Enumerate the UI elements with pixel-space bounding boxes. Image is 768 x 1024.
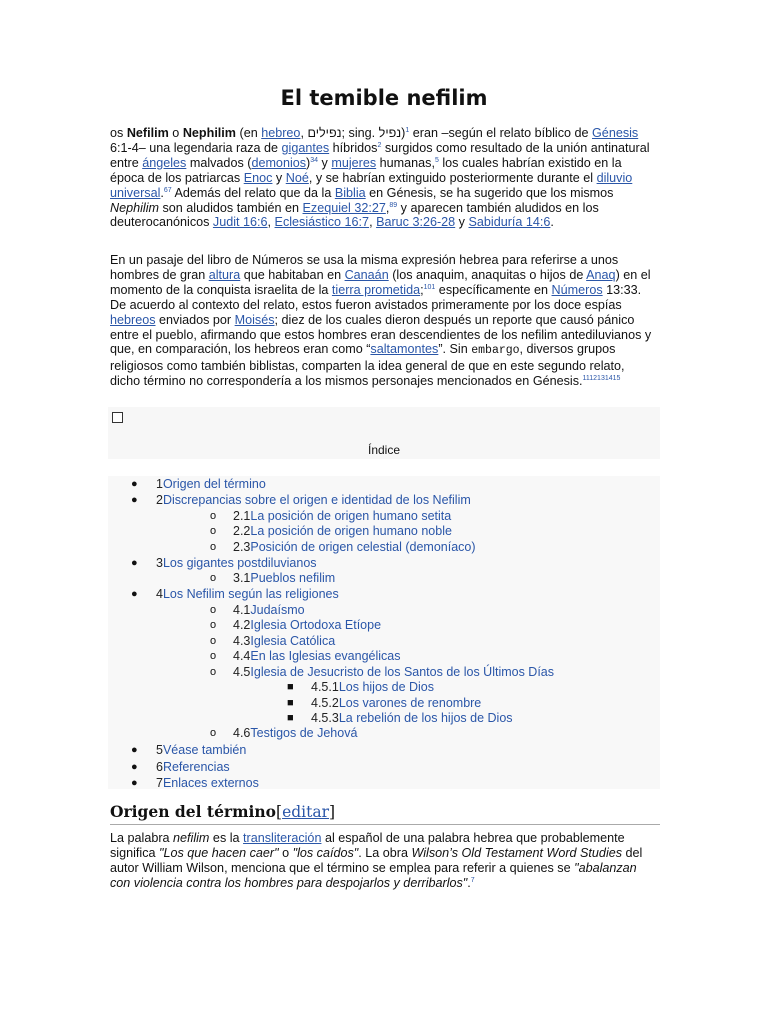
bullet-circle-icon: o (210, 572, 217, 584)
bullet-square-icon: ■ (287, 681, 294, 693)
link-sabiduria[interactable]: Sabiduría 14:6 (468, 215, 551, 230)
toc-item[interactable]: 2.3Posición de origen celestial (demoníaco) (233, 540, 476, 554)
origen-paragraph: La palabra nefilim es la transliteración al español de una palabra hebrea que probablemente significa "Los que hacen caer" o "los caídos". La obra Wilson’s Old Testament Word Studies del autor William Wilson, menciona que el término se emplea para referir a quienes se "abalanzan con violencia contra los hombres para despojarlos y derribarlos".$^7$ (110, 831, 643, 890)
bullet-circle-icon: o (210, 604, 217, 616)
bullet-dot-icon: ● (131, 777, 138, 789)
link-canaan[interactable]: Canaán (344, 267, 389, 282)
bullet-square-icon: ■ (287, 712, 294, 724)
page-title: El temible nefilim (280, 86, 488, 110)
footnote-ref[interactable]: 2 (377, 141, 382, 149)
link-diluvio[interactable]: diluvio universal (110, 170, 633, 200)
link-hebreos[interactable]: hebreos (110, 312, 156, 327)
bullet-dot-icon: ● (131, 744, 138, 756)
toc-item[interactable]: 4.5Iglesia de Jesucristo de los Santos de los Últimos Días (233, 665, 555, 679)
toc-item[interactable]: 2.2La posición de origen humano noble (233, 524, 452, 538)
bullet-circle-icon: o (210, 650, 217, 662)
section-heading: Origen del término[editar] (110, 802, 336, 821)
toc-item[interactable]: 7Enlaces externos (156, 776, 259, 790)
toc-item[interactable]: 3.1Pueblos nefilim (233, 571, 336, 585)
link-enoc[interactable]: Enoc (243, 170, 273, 185)
toc-item[interactable]: 4.4En las Iglesias evangélicas (233, 649, 401, 663)
bullet-dot-icon: ● (131, 494, 138, 506)
bullet-circle-icon: o (210, 510, 217, 522)
intro-paragraph: os Nefilim o Nephilim (en hebreo, נפילים; sing. נפיל)$^1$ eran –según el relato bíblico de Génesis 6:1-4– una legendaria raza de gigantes híbridos$^2$ surgidos como resultado de la unión antinatural entre ángeles malvados (demonios)$^{34}$ y mujeres humanas,$^5$ los cuales habrían existido en la época de los patriarcas Enoc y Noé, y se habrían extinguido posteriormente durante el diluvio universal.$^{67}$ Además del relato que da la Biblia en Génesis, se ha sugerido que los mismos Nephilim son aludidos también en Ezequiel 32:27,89 y aparecen también aludidos en los deuterocanónicos Judit 16:6, Eclesiástico 16:7, Baruc 3:26-28 y Sabiduría 14:6. (110, 126, 650, 230)
toc-item[interactable]: 2.1La posición de origen humano setita (233, 509, 452, 523)
toc-item[interactable]: 4.5.1Los hijos de Dios (311, 680, 435, 694)
footnote-ref[interactable]: 5 (434, 156, 439, 164)
bullet-circle-icon: o (210, 666, 217, 678)
bullet-circle-icon: o (210, 727, 217, 739)
bullet-dot-icon: ● (131, 588, 138, 600)
link-altura[interactable]: altura (208, 267, 241, 282)
link-noe[interactable]: Noé (285, 170, 309, 185)
bullet-dot-icon: ● (131, 478, 138, 490)
toc-item[interactable]: 4.6Testigos de Jehová (233, 726, 358, 740)
link-biblia[interactable]: Biblia (334, 185, 366, 200)
footnote-ref[interactable]: 67 (163, 186, 172, 194)
footnote-ref[interactable]: 1112131415 (582, 375, 621, 383)
link-tierra-prometida[interactable]: tierra prometida (331, 282, 421, 297)
toc-toggle-checkbox[interactable] (112, 412, 123, 423)
bullet-circle-icon: o (210, 619, 217, 631)
link-baruc[interactable]: Baruc 3:26-28 (376, 215, 456, 230)
toc-item[interactable]: 1Origen del término (156, 477, 266, 491)
link-hebreo[interactable]: hebreo (261, 126, 301, 140)
bullet-square-icon: ■ (287, 697, 294, 709)
toc-item[interactable]: 5Véase también (156, 743, 247, 757)
toc-item[interactable]: 4.5.3La rebelión de los hijos de Dios (311, 711, 513, 725)
footnote-ref[interactable]: 7 (470, 876, 475, 884)
numeros-paragraph: En un pasaje del libro de Números se usa la misma expresión hebrea para referirse a unos hombres de gran altura que habitaban en Canaán (los anaquim, anaquitas o hijos de Anaq) en el momento de la conquista israelita de la tierra prometida;$^{101}$ específicamente en Números 13:33. De acuerdo al contexto del relato, estos fueron avistados primeramente por los doce espías hebreos enviados por Moisés; diez de los cuales dieron después un reporte que causó pánico entre el pueblo, afirmando que estos hombres eran descendientes de los nefilim antediluvianos y que, en comparación, los hebreos eran como “saltamontes”. Sin embargo, diversos grupos religiosos como también biblistas, comparten la idea general de que en este segundo relato, dicho término no correspondería a los mismos personajes mencionados en Génesis.$^{1112131415}$ (110, 253, 652, 389)
footnote-ref[interactable]: 1 (405, 126, 410, 134)
edit-section-link[interactable]: editar (282, 803, 329, 821)
toc-item[interactable]: 4.1Judaísmo (233, 603, 305, 617)
footnote-ref[interactable]: 34 (310, 156, 319, 164)
link-anaq[interactable]: Anaq (586, 267, 616, 282)
toc-item[interactable]: 4.2Iglesia Ortodoxa Etíope (233, 618, 382, 632)
section-divider (110, 824, 660, 825)
toc-item[interactable]: 4Los Nefilim según las religiones (156, 587, 339, 601)
bullet-circle-icon: o (210, 635, 217, 647)
link-genesis[interactable]: Génesis (592, 126, 639, 140)
link-moises[interactable]: Moisés (234, 312, 275, 327)
link-eclesiastico[interactable]: Eclesiástico 16:7 (274, 215, 370, 230)
bullet-circle-icon: o (210, 525, 217, 537)
toc-title: Índice (367, 443, 401, 457)
toc-item[interactable]: 3Los gigantes postdiluvianos (156, 556, 317, 570)
bullet-circle-icon: o (210, 541, 217, 553)
link-mujeres[interactable]: mujeres (331, 155, 377, 170)
footnote-ref[interactable]: 89 (389, 201, 398, 209)
bullet-dot-icon: ● (131, 557, 138, 569)
link-ezequiel[interactable]: Ezequiel 32:27 (302, 200, 386, 215)
link-numeros[interactable]: Números (551, 282, 603, 297)
link-demonios[interactable]: demonios (251, 155, 307, 170)
link-angeles[interactable]: ángeles (142, 155, 187, 170)
toc-item[interactable]: 2Discrepancias sobre el origen e identidad de los Nefilim (156, 493, 471, 507)
link-judit[interactable]: Judit 16:6 (212, 215, 268, 230)
bullet-dot-icon: ● (131, 761, 138, 773)
toc-item[interactable]: 6Referencias (156, 760, 230, 774)
link-saltamontes[interactable]: saltamontes (370, 342, 439, 357)
link-gigantes[interactable]: gigantes (281, 140, 330, 155)
link-transliteracion[interactable]: transliteración (243, 831, 322, 845)
footnote-ref[interactable]: 101 (423, 283, 436, 291)
toc-item[interactable]: 4.3Iglesia Católica (233, 634, 336, 648)
toc-item[interactable]: 4.5.2Los varones de renombre (311, 696, 482, 710)
